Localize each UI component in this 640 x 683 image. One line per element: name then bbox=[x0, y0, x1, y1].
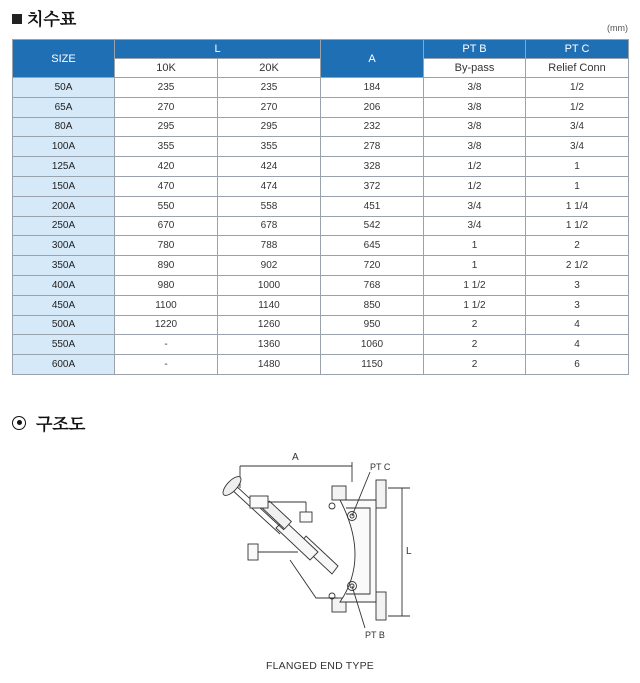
table-row bbox=[13, 97, 629, 117]
value-cell: 720 bbox=[321, 256, 424, 276]
square-bullet-icon bbox=[12, 14, 22, 24]
value-cell: 3/8 bbox=[424, 78, 526, 98]
valve-diagram bbox=[220, 448, 420, 648]
value-cell: 542 bbox=[321, 216, 424, 236]
value-cell: 1100 bbox=[115, 295, 218, 315]
diagram-caption: FLANGED END TYPE bbox=[265, 660, 375, 672]
value-cell: 4 bbox=[526, 315, 629, 335]
value-cell: 1/2 bbox=[526, 78, 629, 98]
value-cell: 3/4 bbox=[424, 216, 526, 236]
size-cell: 65A bbox=[13, 97, 115, 117]
value-cell: 1 1/4 bbox=[526, 196, 629, 216]
table-row bbox=[13, 78, 629, 98]
label-l: L bbox=[406, 546, 412, 557]
value-cell: 235 bbox=[218, 78, 321, 98]
size-cell: 350A bbox=[13, 256, 115, 276]
value-cell: 420 bbox=[115, 157, 218, 177]
value-cell: 2 bbox=[424, 355, 526, 375]
value-cell: 2 bbox=[424, 335, 526, 355]
table-row bbox=[13, 275, 629, 295]
table-row bbox=[13, 196, 629, 216]
dimension-table-title: 치수표 bbox=[12, 5, 76, 30]
value-cell: 1 1/2 bbox=[424, 295, 526, 315]
value-cell: 270 bbox=[115, 97, 218, 117]
value-cell: 372 bbox=[321, 176, 424, 196]
value-cell: 1/2 bbox=[424, 176, 526, 196]
value-cell: 890 bbox=[115, 256, 218, 276]
value-cell: 235 bbox=[115, 78, 218, 98]
value-cell: 1150 bbox=[321, 355, 424, 375]
value-cell: 980 bbox=[115, 275, 218, 295]
table-row bbox=[13, 295, 629, 315]
value-cell: 558 bbox=[218, 196, 321, 216]
label-pt-c: PT C bbox=[370, 462, 391, 472]
size-cell: 300A bbox=[13, 236, 115, 256]
size-cell: 600A bbox=[13, 355, 115, 375]
value-cell: 1 bbox=[526, 157, 629, 177]
size-cell: 80A bbox=[13, 117, 115, 137]
header-l-10k: 10K bbox=[115, 59, 218, 78]
value-cell: 3 bbox=[526, 295, 629, 315]
value-cell: 678 bbox=[218, 216, 321, 236]
size-cell: 200A bbox=[13, 196, 115, 216]
value-cell: 278 bbox=[321, 137, 424, 157]
label-a: A bbox=[292, 452, 299, 463]
value-cell: 2 bbox=[424, 315, 526, 335]
value-cell: 850 bbox=[321, 295, 424, 315]
value-cell: - bbox=[115, 355, 218, 375]
table-row bbox=[13, 256, 629, 276]
size-cell: 450A bbox=[13, 295, 115, 315]
value-cell: 1 bbox=[526, 176, 629, 196]
value-cell: 1220 bbox=[115, 315, 218, 335]
value-cell: 2 bbox=[526, 236, 629, 256]
header-a: A bbox=[321, 40, 424, 78]
value-cell: 4 bbox=[526, 335, 629, 355]
value-cell: 645 bbox=[321, 236, 424, 256]
value-cell: 3 bbox=[526, 275, 629, 295]
value-cell: 768 bbox=[321, 275, 424, 295]
dimension-table bbox=[12, 39, 629, 375]
header-l: L bbox=[115, 40, 321, 59]
value-cell: 1000 bbox=[218, 275, 321, 295]
value-cell: 270 bbox=[218, 97, 321, 117]
value-cell: 1140 bbox=[218, 295, 321, 315]
value-cell: 470 bbox=[115, 176, 218, 196]
value-cell: 1480 bbox=[218, 355, 321, 375]
value-cell: 328 bbox=[321, 157, 424, 177]
value-cell: 902 bbox=[218, 256, 321, 276]
size-cell: 50A bbox=[13, 78, 115, 98]
table-row bbox=[13, 137, 629, 157]
value-cell: 424 bbox=[218, 157, 321, 177]
header-l-20k: 20K bbox=[218, 59, 321, 78]
value-cell: 474 bbox=[218, 176, 321, 196]
value-cell: 2 1/2 bbox=[526, 256, 629, 276]
value-cell: 1 1/2 bbox=[424, 275, 526, 295]
size-cell: 100A bbox=[13, 137, 115, 157]
table-row bbox=[13, 236, 629, 256]
header-pt-c: PT C bbox=[526, 40, 629, 59]
value-cell: 1360 bbox=[218, 335, 321, 355]
value-cell: 295 bbox=[218, 117, 321, 137]
table-row bbox=[13, 176, 629, 196]
target-bullet-icon bbox=[12, 416, 26, 430]
value-cell: 950 bbox=[321, 315, 424, 335]
value-cell: 295 bbox=[115, 117, 218, 137]
value-cell: 3/8 bbox=[424, 137, 526, 157]
value-cell: 3/8 bbox=[424, 117, 526, 137]
value-cell: 355 bbox=[218, 137, 321, 157]
table-row bbox=[13, 335, 629, 355]
value-cell: 232 bbox=[321, 117, 424, 137]
table-row bbox=[13, 315, 629, 335]
value-cell: 184 bbox=[321, 78, 424, 98]
size-cell: 150A bbox=[13, 176, 115, 196]
value-cell: 1 bbox=[424, 256, 526, 276]
size-cell: 550A bbox=[13, 335, 115, 355]
label-pt-b: PT B bbox=[365, 630, 385, 640]
value-cell: 1/2 bbox=[424, 157, 526, 177]
header-pt-b-sub: By-pass bbox=[424, 59, 526, 78]
unit-label: (mm) bbox=[607, 23, 628, 33]
value-cell: 3/4 bbox=[526, 117, 629, 137]
table-row bbox=[13, 117, 629, 137]
value-cell: 1260 bbox=[218, 315, 321, 335]
size-cell: 400A bbox=[13, 275, 115, 295]
value-cell: 3/8 bbox=[424, 97, 526, 117]
value-cell: 1/2 bbox=[526, 97, 629, 117]
value-cell: 670 bbox=[115, 216, 218, 236]
structure-title: 구조도 bbox=[12, 410, 85, 435]
table-row bbox=[13, 355, 629, 375]
size-cell: 250A bbox=[13, 216, 115, 236]
value-cell: 3/4 bbox=[424, 196, 526, 216]
header-pt-c-sub: Relief Conn bbox=[526, 59, 629, 78]
value-cell: 780 bbox=[115, 236, 218, 256]
header-pt-b: PT B bbox=[424, 40, 526, 59]
value-cell: 788 bbox=[218, 236, 321, 256]
value-cell: - bbox=[115, 335, 218, 355]
value-cell: 6 bbox=[526, 355, 629, 375]
size-cell: 125A bbox=[13, 157, 115, 177]
value-cell: 451 bbox=[321, 196, 424, 216]
value-cell: 550 bbox=[115, 196, 218, 216]
value-cell: 1 1/2 bbox=[526, 216, 629, 236]
table-row bbox=[13, 157, 629, 177]
value-cell: 3/4 bbox=[526, 137, 629, 157]
size-cell: 500A bbox=[13, 315, 115, 335]
value-cell: 1060 bbox=[321, 335, 424, 355]
value-cell: 206 bbox=[321, 97, 424, 117]
table-body bbox=[13, 78, 629, 375]
header-size: SIZE bbox=[13, 40, 115, 78]
value-cell: 1 bbox=[424, 236, 526, 256]
table-row bbox=[13, 216, 629, 236]
value-cell: 355 bbox=[115, 137, 218, 157]
